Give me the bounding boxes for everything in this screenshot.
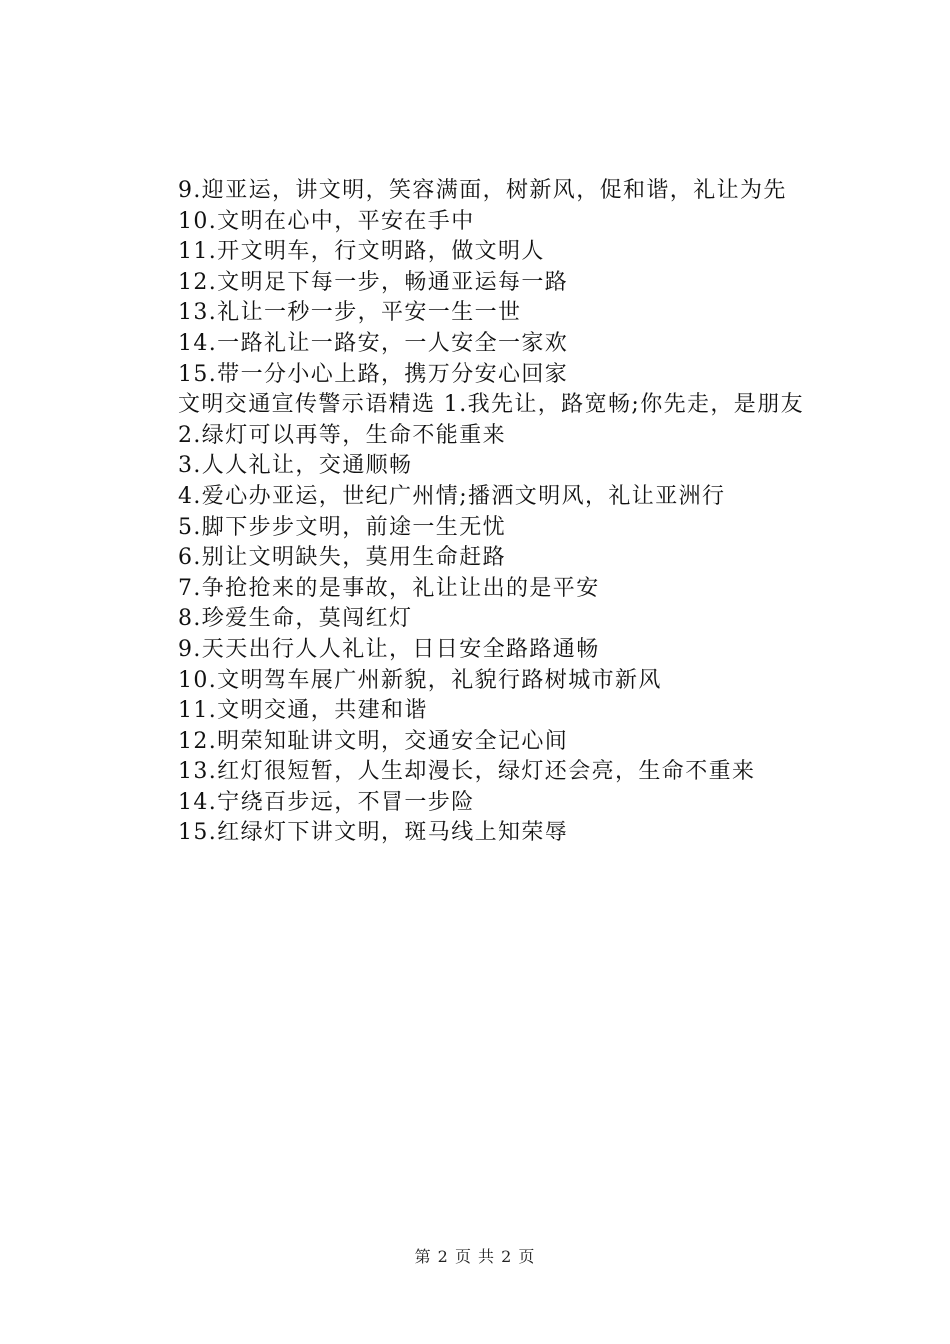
paragraph-line-12: 5.脚下步步文明，前途一生无忧 [178,514,506,540]
paragraph-line-4: 12.文明足下每一步，畅通亚运每一路 [178,269,569,295]
paragraph-line-9: 2.绿灯可以再等，生命不能重来 [178,422,506,448]
paragraph-line-13: 6.别让文明缺失，莫用生命赶路 [178,545,506,571]
section-heading-line: 文明交通宣传警示语精选 1.我先让，路宽畅;你先走，是朋友 [178,392,804,418]
paragraph-line-5: 13.礼让一秒一步，平安一生一世 [178,300,522,326]
paragraph-line-3: 11.开文明车，行文明路，做文明人 [178,239,545,265]
paragraph-line-18: 11.文明交通，共建和谐 [178,698,428,724]
paragraph-line-7: 15.带一分小心上路，携万分安心回家 [178,361,569,387]
paragraph-line-10: 3.人人礼让，交通顺畅 [178,453,413,479]
paragraph-line-2: 10.文明在心中，平安在手中 [178,208,475,234]
paragraph-line-16: 9.天天出行人人礼让，日日安全路路通畅 [178,636,600,662]
page-footer: 第 2 页 共 2 页 [414,1247,536,1266]
paragraph-line-19: 12.明荣知耻讲文明，交通安全记心间 [178,728,569,754]
paragraph-line-17: 10.文明驾车展广州新貌，礼貌行路树城市新风 [178,667,662,693]
paragraph-line-20: 13.红灯很短暂，人生却漫长，绿灯还会亮，生命不重来 [178,759,756,785]
paragraph-line-14: 7.争抢抢来的是事故，礼让让出的是平安 [178,575,600,601]
document-body [130,176,830,849]
paragraph-line-1: 9.迎亚运，讲文明，笑容满面，树新风，促和谐，礼让为先 [178,178,787,203]
paragraph-line-6: 14.一路礼让一路安，一人安全一家欢 [178,330,569,356]
paragraph-line-15: 8.珍爱生命，莫闯红灯 [178,606,413,632]
paragraph-line-11: 4.爱心办亚运，世纪广州情;播洒文明风，礼让亚洲行 [178,483,726,509]
paragraph-line-21: 14.宁绕百步远，不冒一步险 [178,789,475,815]
paragraph-line-22: 15.红绿灯下讲文明，斑马线上知荣辱 [178,820,569,846]
